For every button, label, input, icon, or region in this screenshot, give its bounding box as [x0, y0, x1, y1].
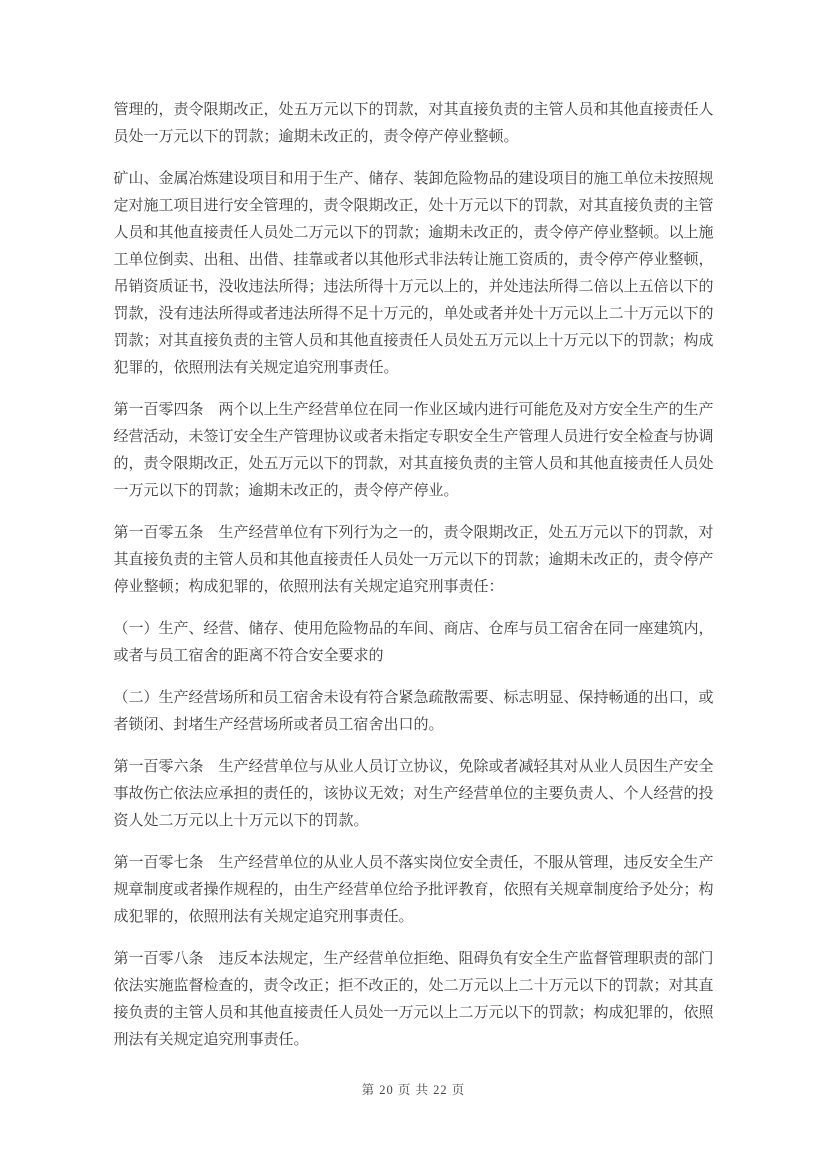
paragraph-article-106: 第一百零六条 生产经营单位与从业人员订立协议，免除或者减轻其对从业人员因生产安全事故伤亡依法应承担的责任的，该协议无效；对生产经营单位的主要负责人、个人经营的投资人处二万元以上十万元以下的罚款。 [113, 759, 714, 829]
page-number-footer: 第 20 页 共 22 页 [361, 1083, 466, 1097]
paragraph-continuation: 管理的，责令限期改正，处五万元以下的罚款，对其直接负责的主管人员和其他直接责任人员处一万元以下的罚款；逾期未改正的，责令停产停业整顿。 [113, 102, 714, 145]
paragraph-article-105-item-2: （二）生产经营场所和员工宿舍未设有符合紧急疏散需要、标志明显、保持畅通的出口，或者锁闭、封堵生产经营场所或者员工宿舍出口的。 [113, 690, 714, 733]
paragraph-construction-units: 矿山、金属冶炼建设项目和用于生产、储存、装卸危险物品的建设项目的施工单位未按照规定对施工项目进行安全管理的，责令限期改正，处十万元以下的罚款，对其直接负责的主管人员和其他直接责任人员处二万元以下的罚款；逾期未改正的，责令停产停业整顿。以上施工单位倒卖、出租、出借、挂靠或者以其他形式非法转让施工资质的，责令停产停业整顿，吊销资质证书，没收违法所得；违法所得十万元以上的，并处违法所得二倍以上五倍以下的罚款，没有违法所得或者违法所得不足十万元的，单处或者并处十万元以上二十万元以下的罚款；对其直接负责的主管人员和其他直接责任人员处五万元以上十万元以下的罚款；构成犯罪的，依照刑法有关规定追究刑事责任。 [113, 171, 714, 376]
paragraph-article-107: 第一百零七条 生产经营单位的从业人员不落实岗位安全责任，不服从管理，违反安全生产规章制度或者操作规程的，由生产经营单位给予批评教育，依照有关规章制度给予处分；构成犯罪的，依照刑法有关规定追究刑事责任。 [113, 855, 714, 925]
paragraph-article-104: 第一百零四条 两个以上生产经营单位在同一作业区域内进行可能危及对方安全生产的生产经营活动，未签订安全生产管理协议或者未指定专职安全生产管理人员进行安全检查与协调的，责令限期改正，处五万元以下的罚款，对其直接负责的主管人员和其他直接责任人员处一万元以下的罚款；逾期未改正的，责令停产停业。 [113, 402, 714, 499]
paragraph-article-108: 第一百零八条 违反本法规定，生产经营单位拒绝、阻碍负有安全生产监督管理职责的部门依法实施监督检查的，责令改正；拒不改正的，处二万元以上二十万元以下的罚款；对其直接负责的主管人员和其他直接责任人员处一万元以上二万元以下的罚款；构成犯罪的，依照刑法有关规定追究刑事责任。 [113, 951, 714, 1048]
paragraph-article-105-item-1: （一）生产、经营、储存、使用危险物品的车间、商店、仓库与员工宿舍在同一座建筑内，或者与员工宿舍的距离不符合安全要求的 [113, 621, 714, 664]
document-body [114, 0, 714, 1054]
paragraph-article-105: 第一百零五条 生产经营单位有下列行为之一的，责令限期改正，处五万元以下的罚款，对其直接负责的主管人员和其他直接责任人员处一万元以下的罚款；逾期未改正的，责令停产停业整顿；构成犯罪的，依照刑法有关规定追究刑事责任： [113, 525, 714, 595]
